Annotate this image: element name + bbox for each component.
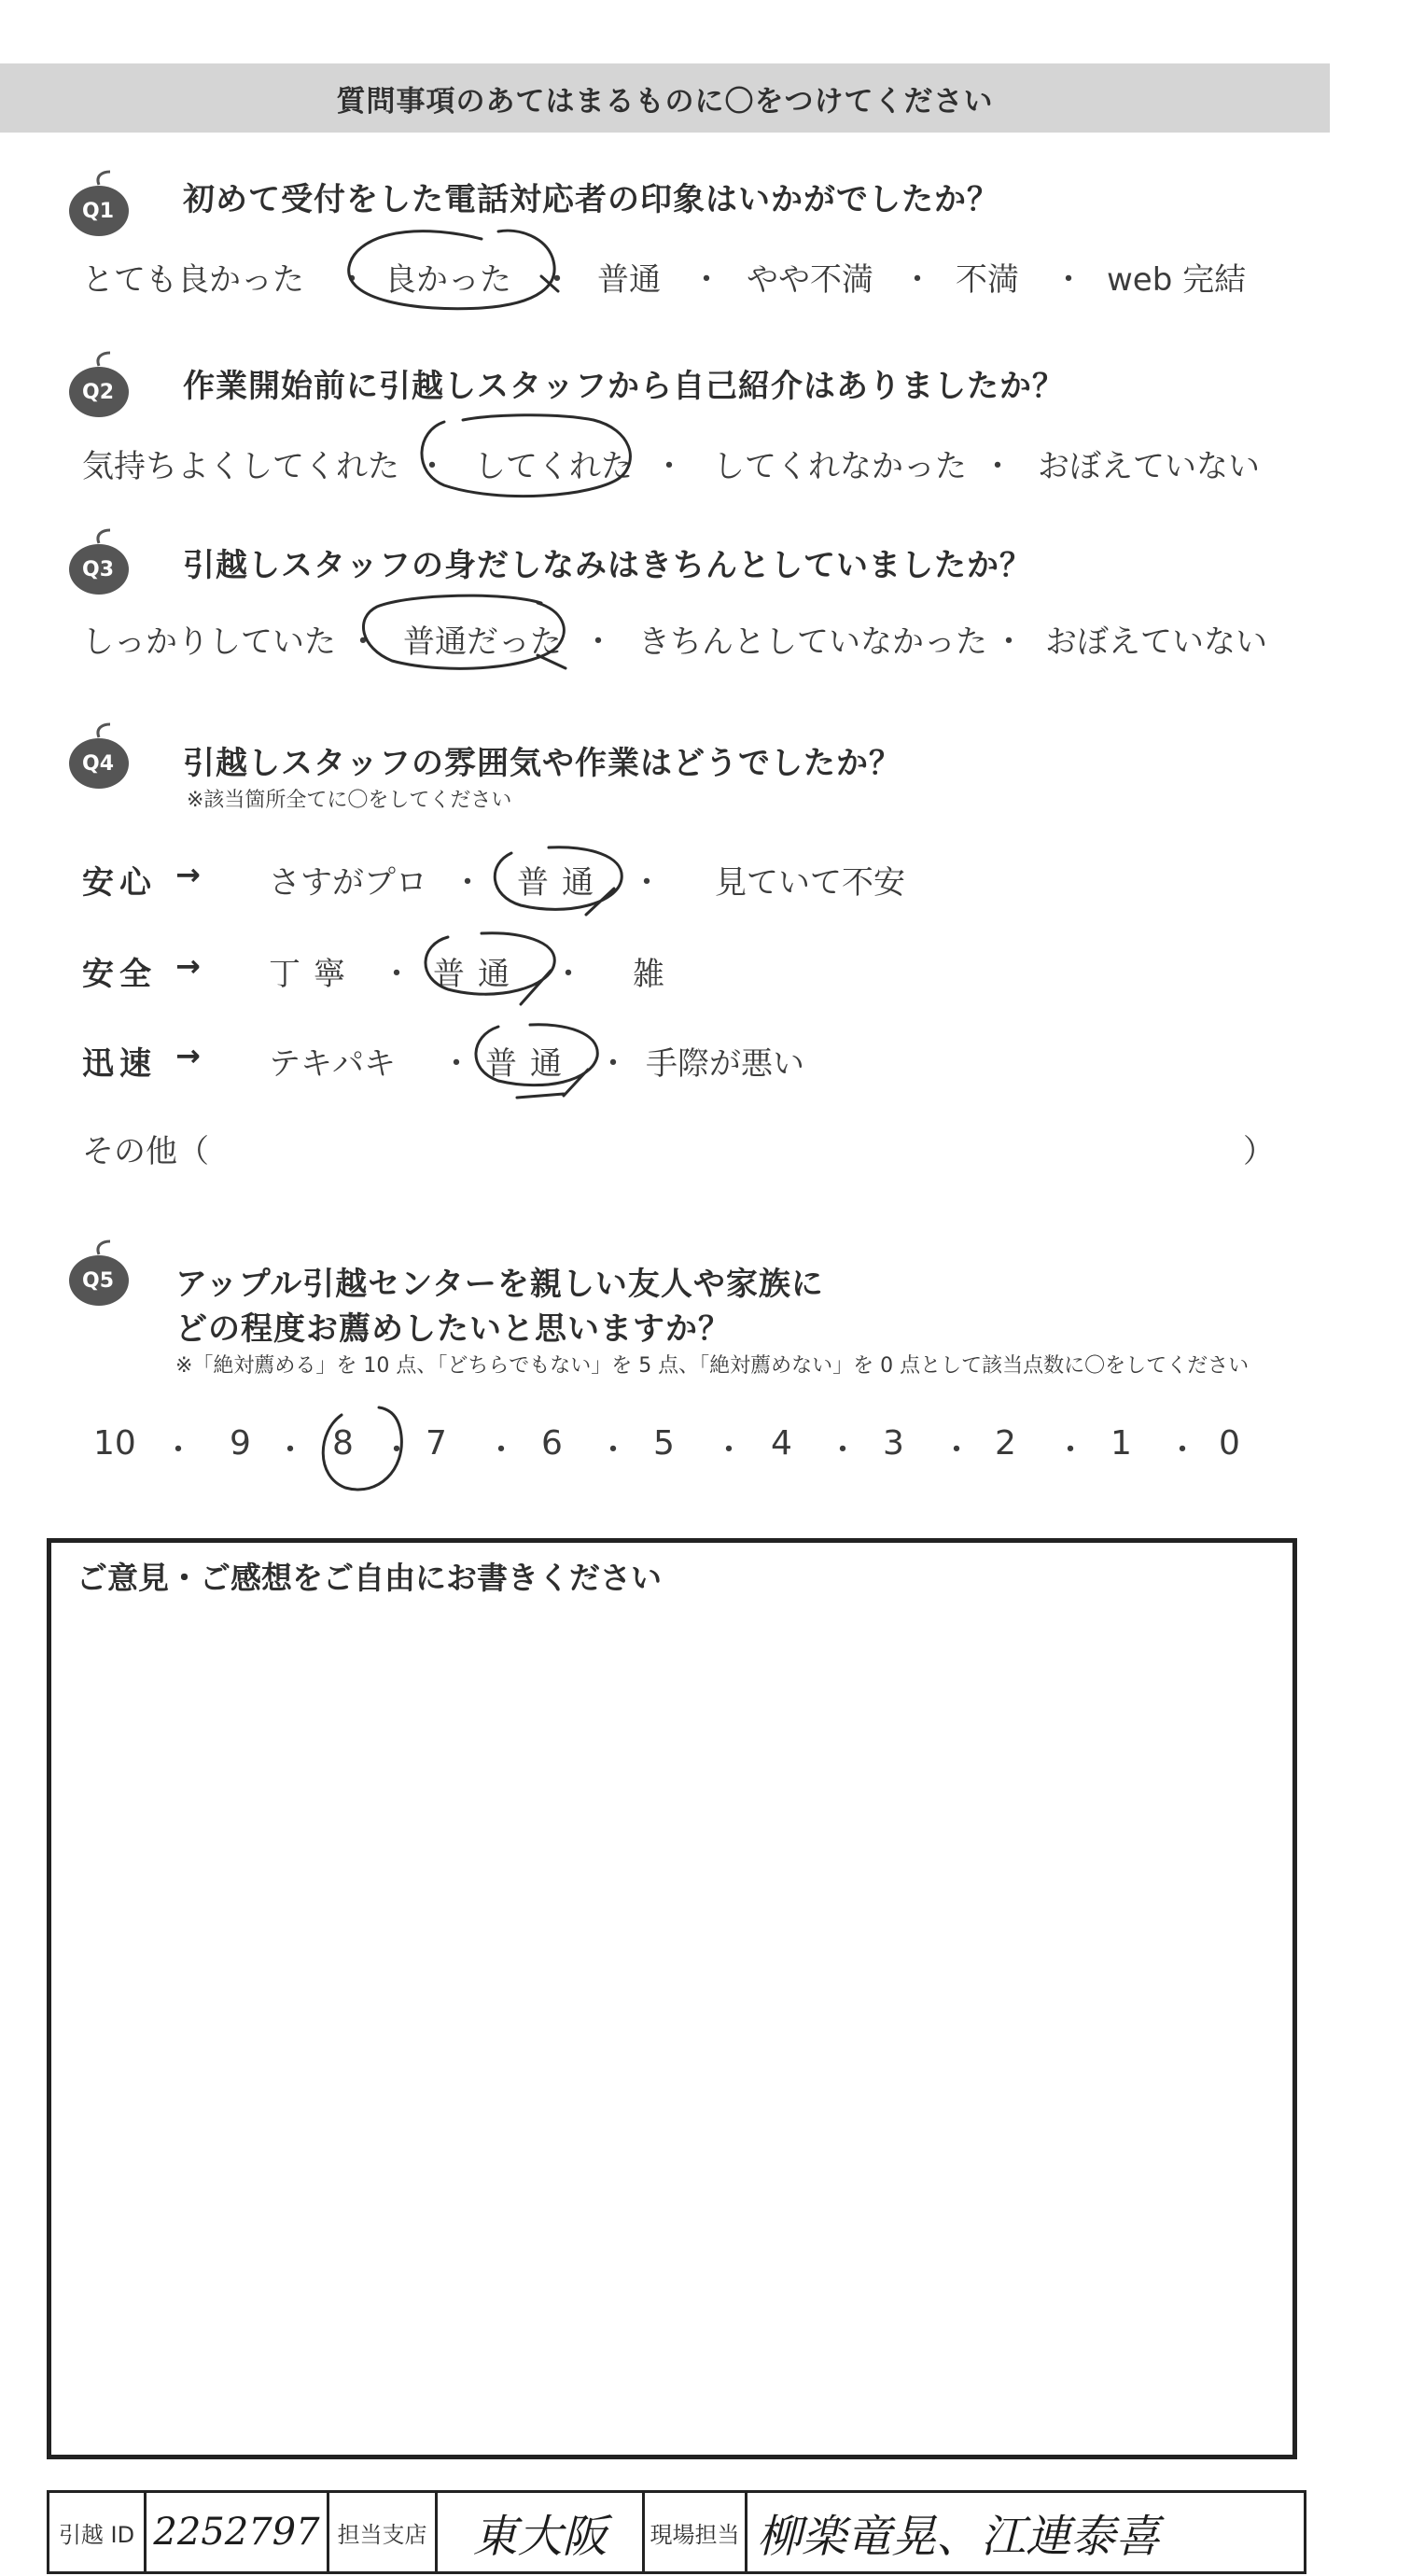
score-7[interactable]: 7 — [426, 1424, 447, 1463]
separator-dot: ・ — [582, 623, 614, 661]
comments-title: ご意見・ご感想をご自由にお書きください — [77, 1560, 662, 1596]
branch-label-cell — [329, 2493, 438, 2571]
q4-row2-option-1[interactable]: 普通 — [485, 1045, 575, 1083]
branch-label: 担当支店 — [337, 2521, 427, 2548]
separator-dot: ・ — [552, 956, 584, 993]
separator-dot: ・ — [631, 864, 663, 902]
score-2[interactable]: 2 — [995, 1424, 1016, 1463]
separator-dot: ・ — [691, 261, 722, 299]
branch-value-cell — [438, 2493, 645, 2571]
q4-row2-selected-circle — [461, 1014, 610, 1103]
score-3[interactable]: 3 — [883, 1424, 904, 1463]
form-header-title: 質問事項のあてはまるものに〇をつけてください — [336, 84, 994, 119]
separator-dot: ・ — [162, 1432, 194, 1469]
separator-dot: ・ — [1055, 1432, 1086, 1469]
move-id-label-cell — [49, 2493, 147, 2571]
q2-badge-label: Q2 — [82, 381, 115, 404]
q3-badge — [62, 526, 136, 605]
arrow-right-icon: → — [175, 1038, 201, 1073]
q2-selected-circle — [407, 411, 640, 504]
q2-option-3[interactable]: おぼえていない — [1038, 448, 1260, 485]
form-header — [0, 63, 1330, 133]
separator-dot: ・ — [827, 1432, 859, 1469]
staff-label-cell — [645, 2493, 747, 2571]
separator-dot: ・ — [452, 864, 483, 902]
q5-question-line2: どの程度お薦めしたいと思いますか？ — [175, 1310, 731, 1348]
score-6[interactable]: 6 — [541, 1424, 563, 1463]
q4-row0-selected-circle — [483, 836, 633, 920]
q1-selected-circle — [342, 220, 566, 323]
q1-option-1[interactable]: 良かった — [384, 261, 511, 299]
separator-dot: ・ — [1053, 261, 1084, 299]
arrow-right-icon: → — [175, 948, 201, 984]
q3-question: 引越しスタッフの身だしなみはきちんとしていましたか？ — [183, 547, 1032, 584]
q4-badge-label: Q4 — [82, 752, 115, 776]
q4-question: 引越しスタッフの雰囲気や作業はどうでしたか？ — [183, 745, 901, 782]
move-id-label: 引越 ID — [58, 2521, 135, 2548]
q4-other-input[interactable] — [215, 1126, 1232, 1167]
q2-option-2[interactable]: してくれなかった — [713, 448, 967, 485]
q4-other-close: ） — [1243, 1133, 1275, 1170]
separator-dot: ・ — [274, 1432, 306, 1469]
separator-dot: ・ — [541, 261, 573, 299]
q1-option-0[interactable]: とても良かった — [82, 261, 304, 299]
move-id-value: 2252797 — [153, 2511, 320, 2554]
q5-score-scale — [93, 1424, 1269, 1471]
staff-value: 柳楽竜晃、江連泰喜 — [757, 2510, 1161, 2563]
q4-note: ※該当箇所全てに〇をしてください — [187, 789, 512, 812]
score-4[interactable]: 4 — [771, 1424, 792, 1463]
score-10[interactable]: 10 — [93, 1424, 136, 1463]
q3-option-3[interactable]: おぼえていない — [1045, 623, 1267, 661]
separator-dot: ・ — [653, 448, 685, 485]
separator-dot: ・ — [416, 448, 448, 485]
q4-row0-option-1[interactable]: 普通 — [517, 864, 607, 902]
q4-row1-selected-circle — [411, 924, 569, 1008]
separator-dot: ・ — [597, 1045, 629, 1083]
q2-option-1[interactable]: してくれた — [474, 448, 633, 485]
q3-badge-label: Q3 — [82, 558, 115, 581]
separator-dot: ・ — [347, 623, 379, 661]
q2-badge — [62, 349, 136, 427]
q4-row-label-anzen: 安全 — [82, 956, 157, 993]
q1-option-4[interactable]: 不満 — [956, 261, 1019, 299]
separator-dot: ・ — [597, 1432, 629, 1469]
separator-dot: ・ — [941, 1432, 972, 1469]
q4-row1-option-0[interactable]: 丁寧 — [269, 956, 358, 993]
separator-dot: ・ — [381, 956, 412, 993]
separator-dot: ・ — [901, 261, 933, 299]
q2-option-0[interactable]: 気持ちよくしてくれた — [82, 448, 399, 485]
q4-badge — [62, 721, 136, 799]
q1-option-2[interactable]: 普通 — [597, 261, 661, 299]
separator-dot: ・ — [485, 1432, 517, 1469]
q1-badge — [62, 168, 136, 246]
q5-note: ※「絶対薦める」を 10 点、「どちらでもない」を 5 点、「絶対薦めない」を 0 点として該当点数に〇をしてください — [175, 1354, 1250, 1378]
footer-table — [47, 2490, 1306, 2574]
q3-option-2[interactable]: きちんとしていなかった — [638, 623, 987, 661]
separator-dot: ・ — [993, 623, 1025, 661]
separator-dot: ・ — [1167, 1432, 1198, 1469]
q4-row0-option-0[interactable]: さすがプロ — [269, 864, 427, 902]
q2-question: 作業開始前に引越しスタッフから自己紹介はありましたか？ — [183, 368, 1065, 405]
q5-badge-label: Q5 — [82, 1269, 115, 1293]
q4-row2-option-0[interactable]: テキパキ — [269, 1045, 396, 1083]
comments-text — [78, 1605, 1273, 2427]
separator-dot: ・ — [381, 1432, 412, 1469]
separator-dot: ・ — [982, 448, 1013, 485]
q4-row1-option-1[interactable]: 普通 — [433, 956, 523, 993]
q4-row-label-anshin: 安心 — [82, 864, 157, 902]
separator-dot: ・ — [713, 1432, 745, 1469]
q4-other-label: その他（ — [82, 1133, 209, 1170]
score-0[interactable]: 0 — [1219, 1424, 1240, 1463]
q1-option-5[interactable]: web 完結 — [1107, 261, 1247, 299]
separator-dot: ・ — [336, 261, 368, 299]
q3-selected-circle — [355, 590, 579, 678]
move-id-value-cell — [147, 2493, 329, 2571]
score-9[interactable]: 9 — [230, 1424, 251, 1463]
staff-value-cell — [747, 2493, 1304, 2571]
q1-question: 初めて受付をした電話対応者の印象はいかがでしたか？ — [183, 181, 999, 218]
q4-row0-option-2[interactable]: 見ていて不安 — [715, 864, 905, 902]
arrow-right-icon: → — [175, 857, 201, 892]
q4-row2-option-2[interactable]: 手際が悪い — [646, 1045, 804, 1083]
q5-badge — [62, 1238, 136, 1316]
q1-badge-label: Q1 — [82, 200, 115, 223]
q4-row-label-jinsoku: 迅速 — [82, 1045, 157, 1083]
q1-option-3[interactable]: やや不満 — [747, 261, 873, 299]
score-1[interactable]: 1 — [1111, 1424, 1132, 1463]
branch-value: 東大阪 — [472, 2510, 608, 2563]
staff-label: 現場担当 — [650, 2521, 740, 2548]
score-5[interactable]: 5 — [653, 1424, 675, 1463]
q4-row1-option-2[interactable]: 雑 — [633, 956, 664, 993]
q5-selected-circle — [304, 1404, 416, 1506]
score-8[interactable]: 8 — [332, 1424, 354, 1463]
separator-dot: ・ — [440, 1045, 472, 1083]
q3-option-0[interactable]: しっかりしていた — [82, 623, 336, 661]
q5-question-line1: アップル引越センターを親しい友人や家族に — [175, 1266, 824, 1303]
q3-option-1[interactable]: 普通だった — [403, 623, 562, 661]
